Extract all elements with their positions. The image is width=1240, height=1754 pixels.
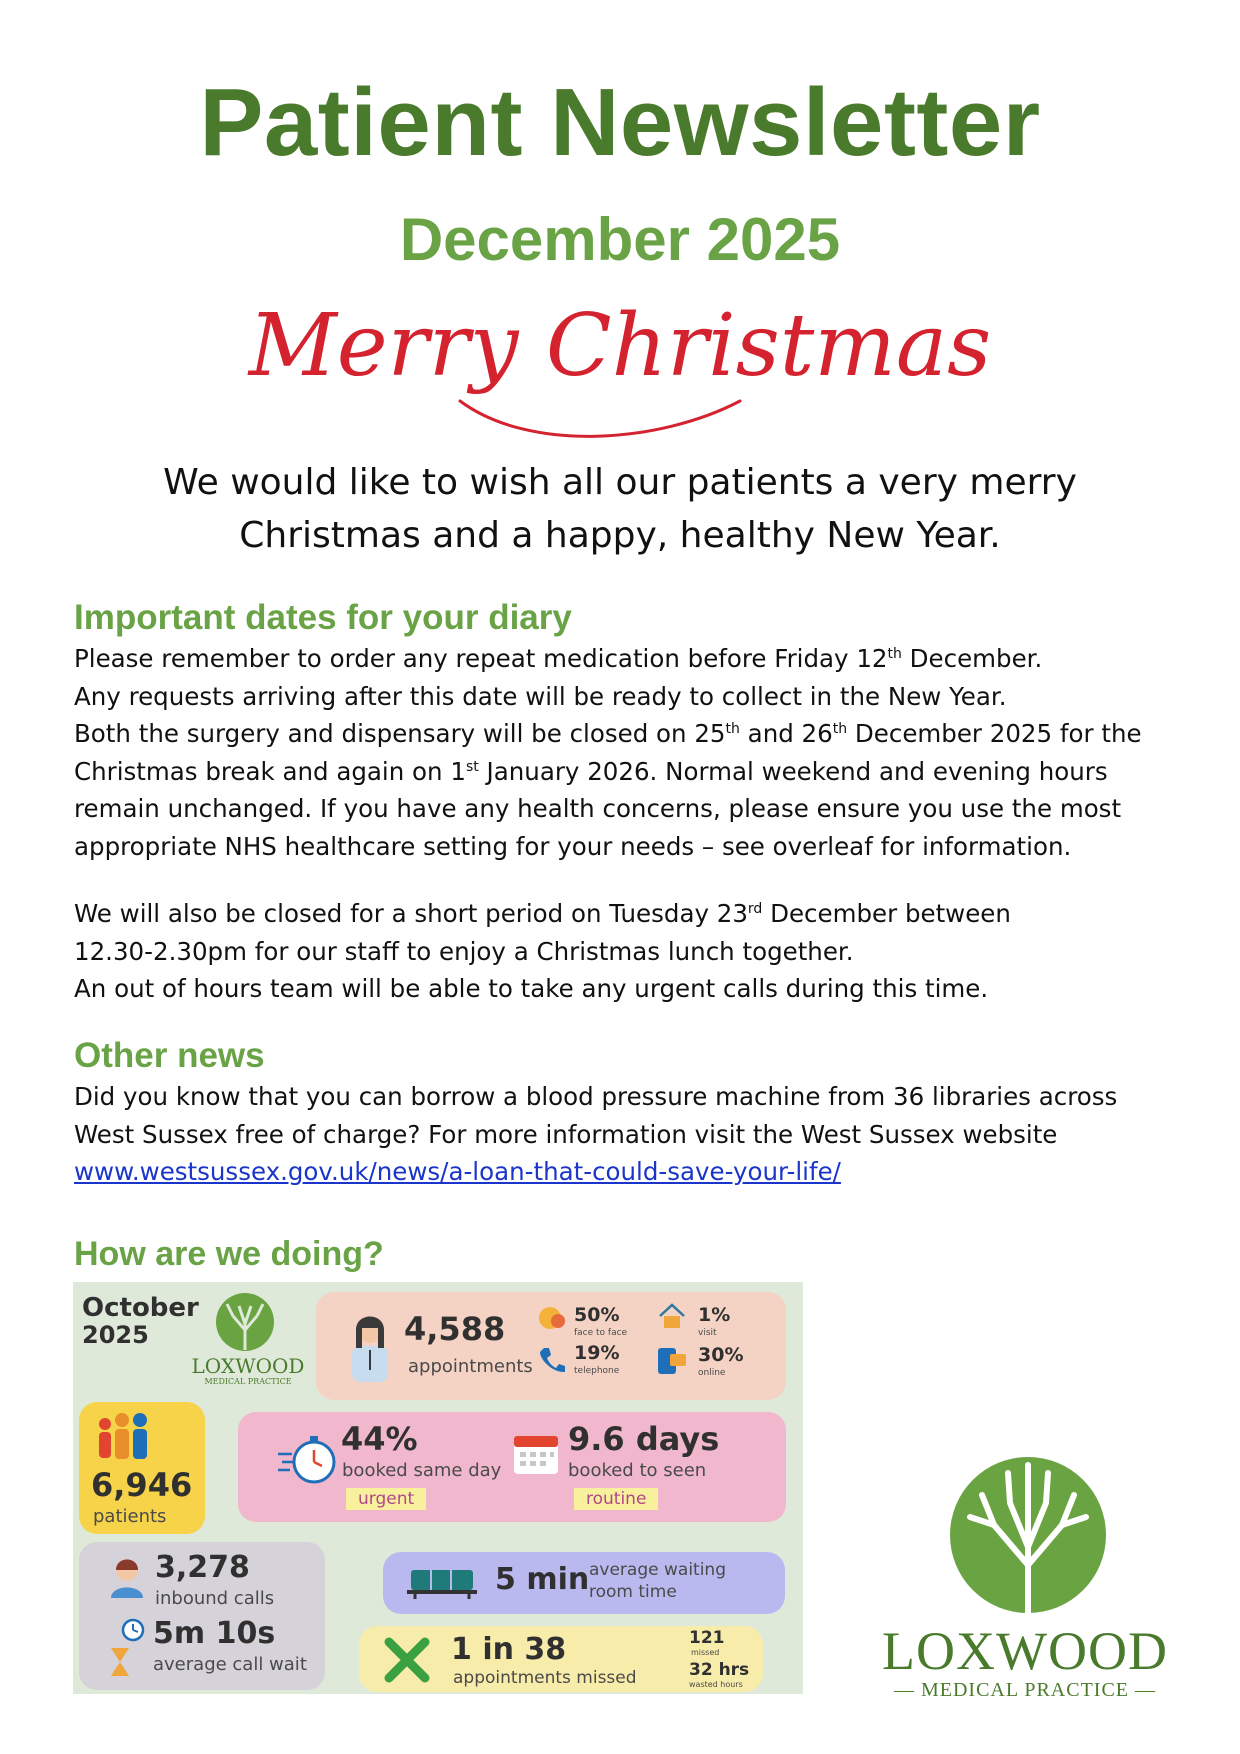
dates-line-5: remain unchanged. If you have any health concerns, please ensure you use the most xyxy=(74,794,1122,824)
how-are-we-doing-heading: How are we doing? xyxy=(74,1235,384,1273)
dates-line-6: appropriate NHS healthcare setting for your needs – see overleaf for information. xyxy=(74,831,1072,861)
patients-count: 6,946 xyxy=(91,1466,193,1504)
patients-card xyxy=(79,1402,205,1534)
stopwatch-icon xyxy=(276,1432,336,1486)
cross-icon xyxy=(383,1636,431,1684)
closure-line-2: 12.30-2.30pm for our staff to enjoy a Christmas lunch together. xyxy=(74,936,854,966)
wasted-hours: 32 hrs xyxy=(689,1660,750,1680)
other-news-text xyxy=(74,1078,1174,1191)
calls-card xyxy=(79,1542,325,1690)
dates-line-2: Any requests arriving after this date will be ready to collect in the New Year. xyxy=(74,681,1007,711)
inbound-calls-count: 3,278 xyxy=(155,1550,250,1585)
visit-label: visit xyxy=(698,1328,717,1338)
logo-name: LOXWOOD xyxy=(882,1621,1168,1681)
merry-christmas-script-banner xyxy=(248,283,992,443)
stats-infographic xyxy=(73,1282,803,1694)
greeting-message xyxy=(100,456,1140,562)
people-icon xyxy=(95,1412,151,1460)
same-day-label: booked same day xyxy=(342,1460,502,1481)
online-device-icon xyxy=(656,1346,688,1376)
booking-card xyxy=(238,1412,786,1522)
loxwood-logo xyxy=(880,1455,1170,1701)
appointments-label: appointments xyxy=(408,1356,533,1377)
online-percent: 30% xyxy=(698,1344,744,1366)
missed-label: appointments missed xyxy=(453,1668,637,1688)
call-wait-time: 5m 10s xyxy=(153,1616,276,1651)
hourglass-clock-icon xyxy=(107,1618,147,1680)
missed-appointments-card xyxy=(359,1626,763,1692)
appointments-count: 4,588 xyxy=(404,1310,506,1348)
inbound-calls-label: inbound calls xyxy=(155,1588,275,1609)
missed-count: 121 xyxy=(689,1628,725,1648)
period-month: October xyxy=(82,1293,199,1323)
wasted-hours-label: wasted hours xyxy=(689,1680,743,1689)
waiting-room-chairs-icon xyxy=(405,1564,479,1600)
call-handler-icon xyxy=(105,1554,149,1598)
same-day-percent: 44% xyxy=(341,1420,418,1458)
greeting-line-1: We would like to wish all our patients a very merry xyxy=(163,462,1077,503)
mini-logo-subtitle: MEDICAL PRACTICE xyxy=(204,1377,292,1386)
newsletter-date: December 2025 xyxy=(399,206,841,273)
online-label: online xyxy=(698,1368,726,1378)
tree-logo-icon xyxy=(948,1455,1108,1615)
closure-text xyxy=(74,895,1174,1008)
important-dates-text xyxy=(74,640,1174,866)
missed-count-label: missed xyxy=(691,1648,720,1657)
closure-line-3: An out of hours team will be able to take any urgent calls during this time. xyxy=(74,974,989,1004)
visit-percent: 1% xyxy=(698,1304,731,1326)
appointments-card xyxy=(316,1292,786,1400)
call-wait-label: average call wait xyxy=(153,1654,307,1675)
routine-tag: routine xyxy=(574,1488,658,1510)
mini-tree-logo-icon xyxy=(213,1290,277,1354)
face-to-face-label: face to face xyxy=(574,1328,628,1338)
swash-underline xyxy=(460,401,740,436)
telephone-percent: 19% xyxy=(574,1342,620,1364)
routine-days: 9.6 days xyxy=(568,1420,720,1458)
routine-label: booked to seen xyxy=(568,1460,707,1481)
waiting-room-card xyxy=(383,1552,785,1614)
other-news-line-1: Did you know that you can borrow a blood pressure machine from 36 libraries across xyxy=(74,1082,1118,1111)
telephone-label: telephone xyxy=(574,1366,620,1376)
dates-line-1: Please remember to order any repeat medication before Friday 12th December. xyxy=(74,644,1043,673)
west-sussex-link[interactable]: www.westsussex.gov.uk/news/a-loan-that-could-save-your-life/ xyxy=(74,1157,841,1187)
other-news-line-2: West Sussex free of charge? For more information visit the West Sussex website xyxy=(74,1119,1058,1149)
closure-line-1: We will also be closed for a short period on Tuesday 23rd December between xyxy=(74,899,1011,928)
other-news-heading: Other news xyxy=(74,1036,265,1075)
urgent-tag: urgent xyxy=(346,1488,426,1510)
mini-logo-name: LOXWOOD xyxy=(191,1354,305,1378)
home-visit-icon xyxy=(656,1302,688,1330)
important-dates-heading: Important dates for your diary xyxy=(74,598,572,637)
greeting-line-2: Christmas and a happy, healthy New Year. xyxy=(239,515,1001,556)
newsletter-title: Patient Newsletter xyxy=(199,69,1041,176)
waiting-room-label-1: average waiting xyxy=(589,1560,726,1580)
merry-christmas-text: Merry Christmas xyxy=(248,296,992,396)
dates-line-4: Christmas break and again on 1st January 2026. Normal weekend and evening hours xyxy=(74,756,1108,786)
logo-subtitle: — MEDICAL PRACTICE — xyxy=(893,1679,1157,1701)
waiting-room-label-2: room time xyxy=(589,1582,677,1602)
dates-line-3: Both the surgery and dispensary will be closed on 25th and 26th December 2025 for the xyxy=(74,719,1142,749)
waiting-room-time: 5 min xyxy=(495,1562,590,1597)
face-to-face-percent: 50% xyxy=(574,1304,620,1326)
period-year: 2025 xyxy=(82,1321,149,1349)
missed-ratio: 1 in 38 xyxy=(451,1632,567,1667)
calendar-icon xyxy=(512,1430,560,1476)
patients-label: patients xyxy=(93,1506,167,1527)
telephone-icon xyxy=(538,1346,566,1374)
face-to-face-chat-icon xyxy=(538,1306,566,1332)
doctor-icon xyxy=(346,1308,394,1384)
